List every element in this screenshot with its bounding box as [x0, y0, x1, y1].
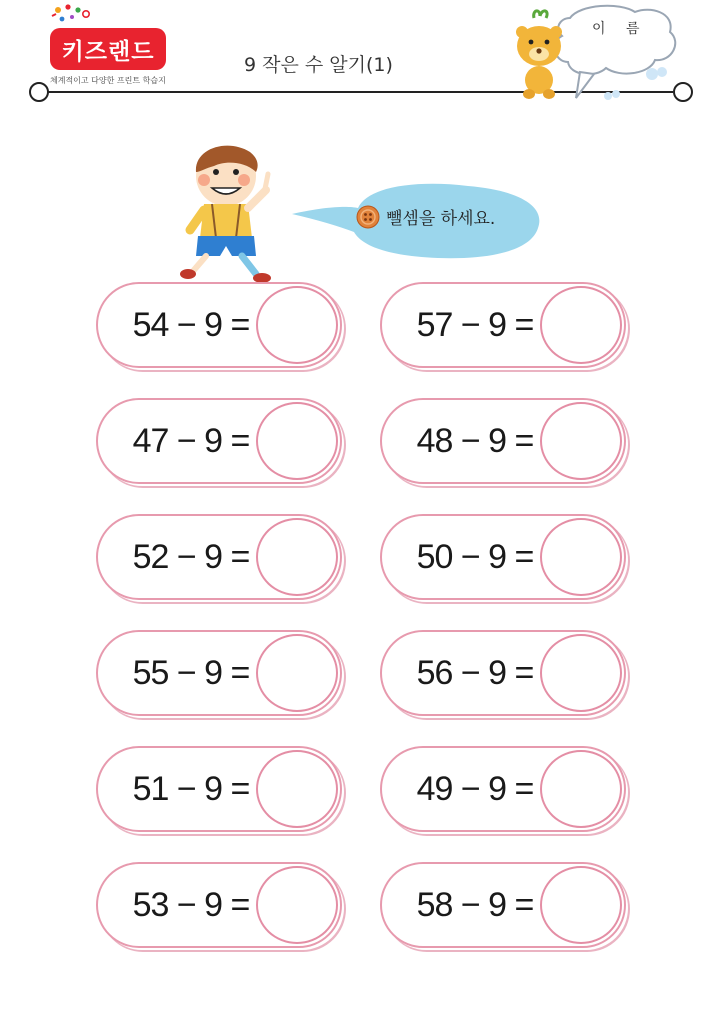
problem-expression: 48 − 9 = [416, 421, 534, 460]
answer-circle[interactable] [256, 402, 338, 480]
problem-expression: 51 − 9 = [132, 769, 250, 808]
problem-expression: 53 − 9 = [132, 885, 250, 924]
answer-circle[interactable] [256, 518, 338, 596]
problem-expression: 54 − 9 = [132, 305, 250, 344]
page-title: 9 작은 수 알기(1) [244, 54, 393, 76]
problem-card [96, 282, 342, 368]
sparkle-dots-icon [50, 4, 110, 28]
answer-circle[interactable] [540, 402, 622, 480]
problem-card [380, 862, 626, 948]
answer-circle[interactable] [540, 286, 622, 364]
problem-card [380, 746, 626, 832]
problem-card [96, 746, 342, 832]
instruction-text: 뺄셈을 하세요. [386, 209, 496, 229]
problem-card [96, 630, 342, 716]
problem-expression: 55 − 9 = [132, 653, 250, 692]
boy-illustration [176, 138, 286, 286]
answer-circle[interactable] [256, 634, 338, 712]
answer-circle[interactable] [256, 750, 338, 828]
brand-badge: 키즈랜드 [50, 28, 166, 70]
problem-card [96, 862, 342, 948]
name-field[interactable] [510, 2, 690, 106]
problem-card [380, 630, 626, 716]
answer-circle[interactable] [540, 634, 622, 712]
problem-expression: 57 − 9 = [416, 305, 534, 344]
problem-expression: 47 − 9 = [132, 421, 250, 460]
problem-expression: 52 − 9 = [132, 537, 250, 576]
problem-expression: 50 − 9 = [416, 537, 534, 576]
answer-circle[interactable] [540, 866, 622, 944]
problem-expression: 49 − 9 = [416, 769, 534, 808]
answer-circle[interactable] [540, 750, 622, 828]
problem-card [380, 398, 626, 484]
name-label: 이 름 [592, 21, 648, 37]
problem-grid [96, 282, 628, 948]
answer-circle[interactable] [540, 518, 622, 596]
problem-card [380, 282, 626, 368]
brand-tagline: 체계적이고 다양한 프린트 학습지 [50, 76, 166, 85]
problem-card [96, 398, 342, 484]
problem-card [380, 514, 626, 600]
answer-circle[interactable] [256, 866, 338, 944]
problem-card [96, 514, 342, 600]
button-icon [356, 205, 380, 229]
answer-circle[interactable] [256, 286, 338, 364]
instruction [356, 204, 495, 229]
problem-expression: 56 − 9 = [416, 653, 534, 692]
problem-expression: 58 − 9 = [416, 885, 534, 924]
